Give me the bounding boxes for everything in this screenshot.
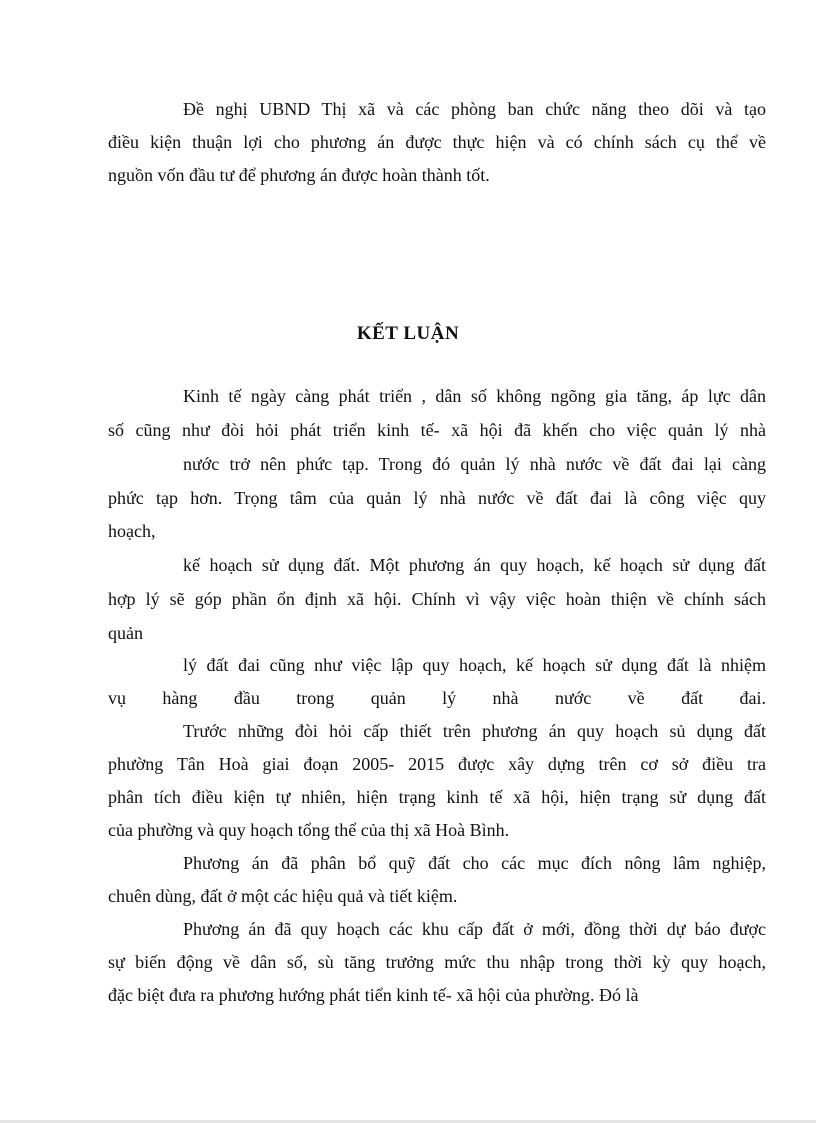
body-line-19: đặc biệt đưa ra phương hướng phát tiển kinh tế- xã hội của phường. Đó là xyxy=(108,985,639,1005)
body-line-17: Phương án đã quy hoạch các khu cấp đất ở mới, đồng thời dự báo được xyxy=(183,919,766,939)
body-line-14: của phường và quy hoạch tổng thể của thị xã Hoà Bình. xyxy=(108,820,510,840)
body-line-7: hợp lý sẽ góp phần ổn định xã hội. Chính vì vậy việc hoàn thiện về chính sách xyxy=(108,589,766,609)
intro-line-3: nguồn vốn đầu tư để phương án được hoàn thành tốt. xyxy=(108,165,490,185)
body-line-5: hoạch, xyxy=(108,521,156,541)
body-line-3: nước trở nên phức tạp. Trong đó quản lý nhà nước về đất đai lại càng xyxy=(183,454,766,474)
body-line-1: Kinh tế ngày càng phát triển , dân số không ngõng gia tăng, áp lực dân xyxy=(183,386,766,406)
body-line-15: Phương án đã phân bổ quỹ đất cho các mục đích nông lâm nghiệp, xyxy=(183,853,766,873)
body-line-9: lý đất đai cũng như việc lập quy hoạch, kế hoạch sử dụng đất là nhiệm xyxy=(183,655,766,675)
section-heading: KẾT LUẬN xyxy=(356,323,460,344)
body-line-13: phân tích điều kiện tự nhiên, hiện trạng kinh tế xã hội, hiện trạng sử dụng đất xyxy=(108,787,766,807)
body-line-2: số cũng như đòi hỏi phát triển kinh tế- xã hội đã khến cho việc quản lý nhà xyxy=(108,420,766,440)
intro-line-1: Đề nghị UBND Thị xã và các phòng ban chức năng theo dõi và tạo xyxy=(183,99,766,119)
body-line-18: sự biến động về dân số, sù tăng trưởng mức thu nhập trong thời kỳ quy hoạch, xyxy=(108,952,766,972)
body-line-10: vụ hàng đầu trong quản lý nhà nước về đất đai. xyxy=(108,688,766,708)
body-line-8: quản xyxy=(108,623,143,643)
intro-line-2: điều kiện thuận lợi cho phương án được thực hiện và có chính sách cụ thể về xyxy=(108,132,766,152)
body-line-11: Trước những đòi hỏi cấp thiết trên phương án quy hoạch sủ dụng đất xyxy=(183,721,766,741)
body-line-6: kế hoạch sử dụng đất. Một phương án quy hoạch, kế hoạch sử dụng đất xyxy=(183,555,766,575)
body-line-4: phức tạp hơn. Trọng tâm của quản lý nhà nước về đất đai là công việc quy xyxy=(108,488,766,508)
body-line-12: phường Tân Hoà giai đoạn 2005- 2015 được xây dựng trên cơ sở điều tra xyxy=(108,754,766,774)
body-line-16: chuên dùng, đất ở một các hiệu quả và tiết kiệm. xyxy=(108,886,458,906)
